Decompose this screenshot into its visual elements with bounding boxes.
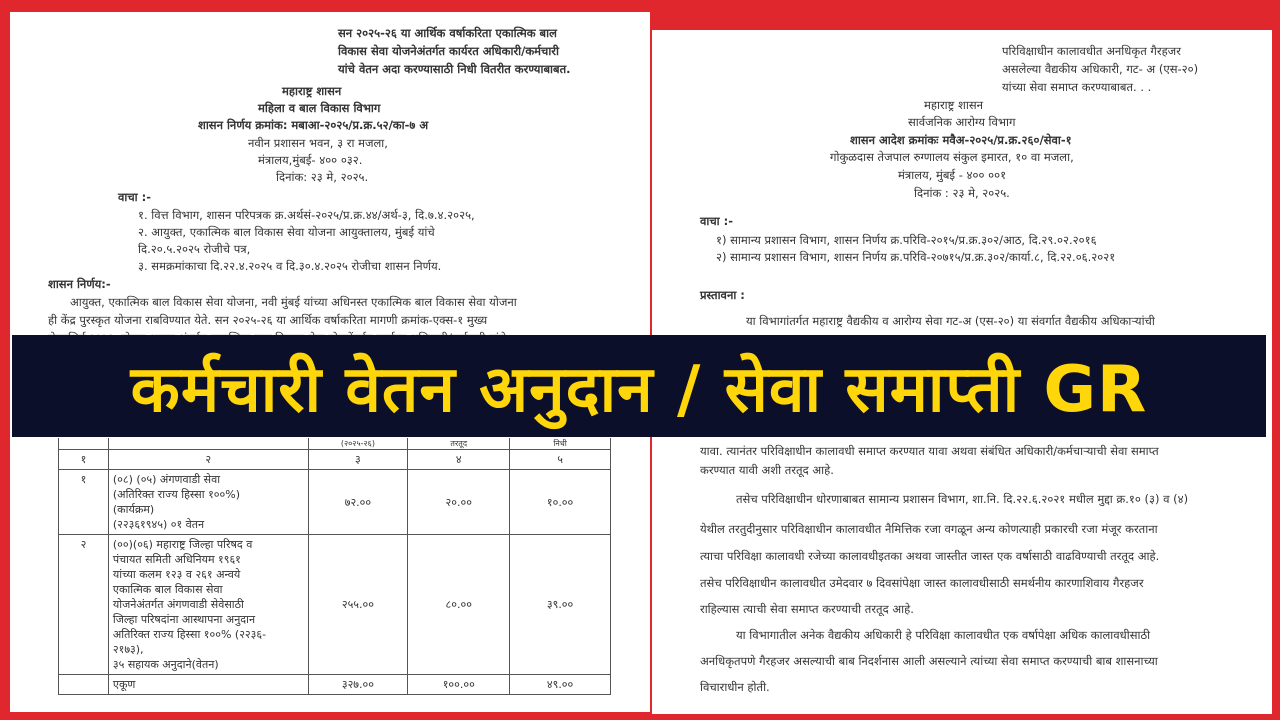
left-subject-line: सन २०२५-२६ या आर्थिक वर्षाकरिता एकात्मिक बाल — [338, 26, 557, 40]
right-prastavana-title: प्रस्तावना : — [700, 288, 745, 302]
right-body-line: तसेच परिविक्षाधीन धोरणाबाबत सामान्य प्रशासन विभाग, शा.नि. दि.२२.६.२०२१ मधील मुद्दा क्र.१० (३) व (४) — [736, 492, 1189, 506]
description-cell — [108, 470, 308, 535]
left-header-address: मंत्रालय,मुंबई- ४०० ०३२. — [258, 153, 363, 167]
amount-cell: १०.०० — [510, 470, 611, 535]
description-cell — [108, 535, 308, 675]
right-vacha-item: २) सामान्य प्रशासन विभाग, शासन निर्णय क्र.परिवि-२०७१५/प्र.क्र.३०२/कार्या.८, दि.२२.०६.२०२१ — [716, 250, 1116, 264]
right-subject-line: असलेल्या वैद्यकीय अधिकारी, गट- अ (एस-२०) — [1002, 62, 1199, 76]
left-vacha-item: ३. समक्रमांकाचा दि.२२.४.२०२५ व दि.३०.४.२०२५ रोजीचा शासन निर्णय. — [138, 259, 442, 273]
right-body-line: विचाराधीन होती. — [700, 680, 770, 694]
right-body-line: राहिल्यास त्याची सेवा समाप्त करण्याची तरतूद आहे. — [700, 602, 914, 616]
right-body-line: करण्यात यावी अशी तरतूद आहे. — [700, 463, 834, 477]
column-number-cell: २ — [108, 450, 308, 470]
description-line: (२२३६१९४५) ०१ वेतन — [112, 518, 205, 531]
description-line: २१७३), — [112, 643, 144, 656]
fund-distribution-table — [58, 438, 611, 695]
description-line: (कार्यक्रम) — [112, 503, 155, 516]
left-header-date: दिनांक: २३ मे, २०२५. — [276, 170, 369, 184]
left-header-dept: महिला व बाल विकास विभाग — [258, 101, 381, 115]
right-body-line: यावा. त्यानंतर परिविक्षाधीन कालावधी समाप्त करण्यात यावा अथवा संबंधित अधिकारी/कर्मचाऱ्याची सेवा समाप्त — [700, 444, 1159, 458]
column-number-cell: ५ — [510, 450, 611, 470]
left-header-address: नवीन प्रशासन भवन, ३ रा मजला, — [248, 136, 388, 150]
left-body-line: ही केंद्र पुरस्कृत योजना राबविण्यात येते. सन २०२५-२६ या आर्थिक वर्षाकरिता मागणी क्रमांक-एक्स-१ मुख्य — [48, 313, 488, 327]
amount-cell: २५५.०० — [308, 535, 408, 675]
serial-cell: १ — [59, 470, 109, 535]
amount-cell: ३९.०० — [510, 535, 611, 675]
right-vacha-item: १) सामान्य प्रशासन विभाग, शासन निर्णय क्र.परिवि-२०१५/प्र.क्र.३०२/आठ, दि.२९.०२.२०१६ — [716, 233, 1097, 247]
amount-cell: ८०.०० — [408, 535, 510, 675]
table-total-row — [59, 675, 611, 695]
total-amount-cell: ४९.०० — [510, 675, 611, 695]
total-label: एकूण — [108, 675, 308, 695]
left-vacha-item: १. वित्त विभाग, शासन परिपत्रक क्र.अर्थसं-२०२५/प्र.क्र.४४/अर्थ-३, दि.७.४.२०२५, — [138, 208, 475, 222]
left-subject-line: यांचे वेतन अदा करण्यासाठी निधी वितरीत करण्याबाबत. — [338, 62, 571, 76]
description-line: योजनेअंतर्गत अंगणवाडी सेवेसाठी — [112, 598, 244, 611]
description-line: (००)(०६) महाराष्ट्र जिल्हा परिषद व — [112, 538, 253, 551]
total-amount-cell: ३२७.०० — [308, 675, 408, 695]
right-header-address: गोकुळदास तेजपाल रुग्णालय संकुल इमारत, १० वा मजला, — [830, 150, 1074, 164]
serial-cell: २ — [59, 535, 109, 675]
right-body-line: त्याचा परिविक्षा कालावधी रजेच्या कालावधीइतका अथवा जास्तीत जास्त एक वर्षासाठी वाढविण्याची तरतूद आहे. — [700, 549, 1160, 563]
right-header-date: दिनांक : २३ मे, २०२५. — [914, 186, 1010, 200]
description-line: यांच्या कलम १२३ व २६१ अन्वये — [112, 568, 241, 581]
title-banner — [12, 335, 1266, 437]
table-header-partial-row — [59, 438, 611, 450]
total-amount-cell: १००.०० — [408, 675, 510, 695]
table-header-cell: निधी — [510, 438, 611, 450]
banner-title: कर्मचारी वेतन अनुदान / सेवा समाप्ती GR — [130, 352, 1148, 427]
right-header-dept: सार्वजनिक आरोग्य विभाग — [908, 115, 1016, 129]
left-vacha-item: २. आयुक्त, एकात्मिक बाल विकास सेवा योजना आयुक्तालय, मुंबई यांचे — [138, 225, 435, 239]
column-number-cell: १ — [59, 450, 109, 470]
left-nirnay-title: शासन निर्णय:- — [48, 277, 111, 291]
table-header-cell: (२०२५-२६) — [308, 438, 408, 450]
column-number-cell: ४ — [408, 450, 510, 470]
right-body-line: येथील तरतुदीनुसार परिविक्षाधीन कालावधीत नैमित्तिक रजा वगळून अन्य कोणत्याही प्रकारची रजा मंजूर करताना — [700, 522, 1158, 536]
description-line: जिल्हा परिषदांना आस्थापना अनुदान — [112, 613, 256, 626]
right-body-line: तसेच परिविक्षाधीन कालावधीत उमेदवार ७ दिवसांपेक्षा जास्त कालावधीसाठी समर्थनीय कारणाशिवाय गैरहजर — [700, 576, 1144, 590]
table-row — [59, 535, 611, 675]
right-prastavana-line: या विभागांतर्गत महाराष्ट्र वैद्यकीय व आरोग्य सेवा गट-अ (एस-२०) या संवर्गात वैद्यकीय अधिकाऱ्यांची — [746, 314, 1155, 328]
description-line: ३५ सहायक अनुदाने(वेतन) — [112, 658, 219, 671]
right-header-order-number: शासन आदेश क्रमांकः मवैअ-२०२५/प्र.क्र.२६०/सेवा-१ — [850, 133, 1072, 147]
description-line: (अतिरिक्त राज्य हिस्सा १००%) — [112, 488, 240, 501]
right-vacha-title: वाचा :- — [700, 214, 734, 228]
description-line: (०८) (०५) अंगणवाडी सेवा — [112, 473, 221, 486]
right-body-line: या विभागातील अनेक वैद्यकीय अधिकारी हे परिविक्षा कालावधीत एक वर्षापेक्षा अधिक कालावधीसाठी — [736, 628, 1151, 642]
left-header-state: महाराष्ट्र शासन — [282, 84, 342, 98]
left-vacha-item: दि.२०.५.२०२५ रोजीचे पत्र, — [138, 242, 251, 256]
description-line: पंचायत समिती अधिनियम १९६१ — [112, 553, 241, 566]
right-subject-line: यांच्या सेवा समाप्त करण्याबाबत. . . — [1002, 80, 1152, 94]
table-column-number-row — [59, 450, 611, 470]
table-row — [59, 470, 611, 535]
description-line: अतिरिक्त राज्य हिस्सा १००% (२२३६- — [112, 628, 267, 641]
table-header-cell: तरतूद — [408, 438, 510, 450]
left-vacha-title: वाचा :- — [118, 190, 152, 204]
right-header-state: महाराष्ट्र शासन — [924, 98, 983, 112]
right-header-address: मंत्रालय, मुंबई - ४०० ००१ — [898, 168, 1007, 182]
left-body-line: आयुक्त, एकात्मिक बाल विकास सेवा योजना, नवी मुंबई यांच्या अधिनस्त एकात्मिक बाल विकास सेवा योजना — [70, 295, 517, 309]
description-line: एकात्मिक बाल विकास सेवा — [112, 583, 223, 596]
amount-cell: २०.०० — [408, 470, 510, 535]
right-subject-line: परिविक्षाधीन कालावधीत अनधिकृत गैरहजर — [1002, 44, 1181, 58]
left-header-gr-number: शासन निर्णय क्रमांक: मबाआ-२०२५/प्र.क्र.५२/का-७ अ — [198, 118, 429, 132]
right-body-line: अनधिकृतपणे गैरहजर असल्याची बाब निदर्शनास आली असल्याने त्यांच्या सेवा समाप्त करण्याची बाब शासनाच्या — [700, 654, 1158, 668]
amount-cell: ७२.०० — [308, 470, 408, 535]
column-number-cell: ३ — [308, 450, 408, 470]
left-subject-line: विकास सेवा योजनेअंतर्गत कार्यरत अधिकारी/कर्मचारी — [338, 44, 559, 58]
